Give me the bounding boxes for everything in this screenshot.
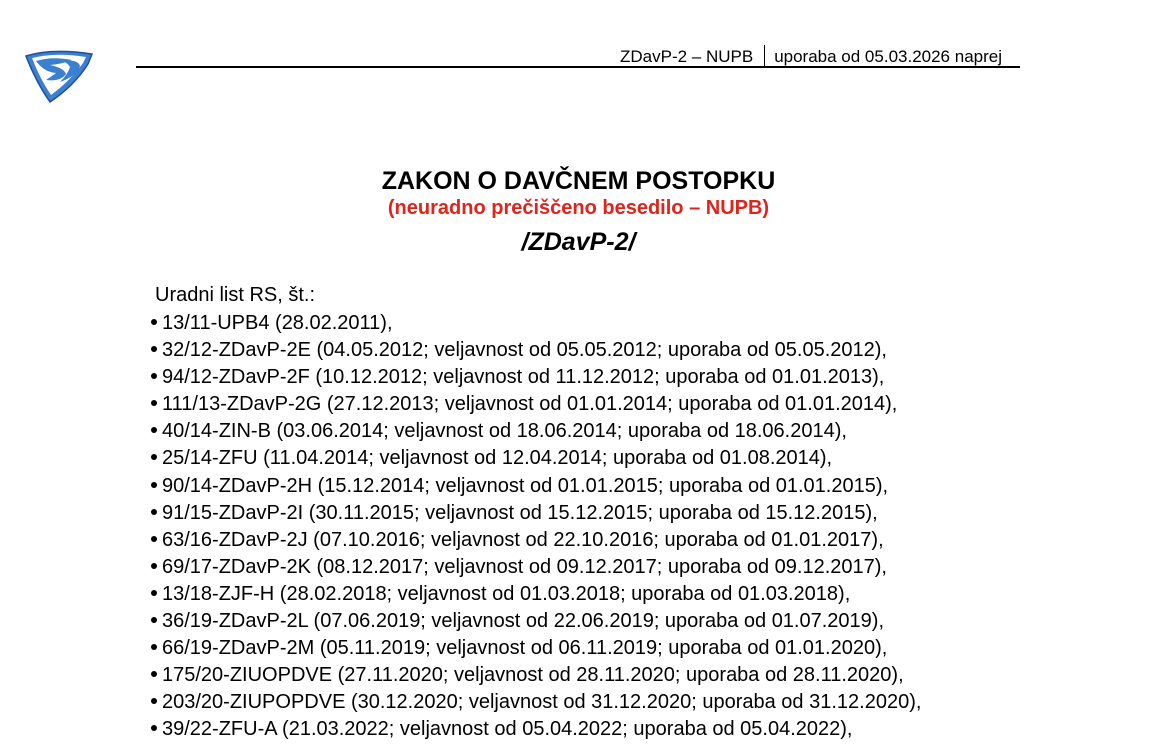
bullet-icon (151, 482, 157, 488)
gazette-reference (151, 445, 921, 472)
gazette-reference-text: 69/17-ZDavP-2K (08.12.2017; veljavnost od 09.12.2017; uporaba od 09.12.2017), (162, 555, 887, 578)
gazette-reference-text: 90/14-ZDavP-2H (15.12.2014; veljavnost od 01.01.2015; uporaba od 01.01.2015), (162, 474, 889, 497)
gazette-reference-text: 175/20-ZIUOPDVE (27.11.2020; veljavnost od 28.11.2020; uporaba od 28.11.2020), (162, 664, 904, 687)
gazette-reference (151, 418, 921, 445)
bullet-icon (151, 346, 157, 352)
bullet-icon (151, 644, 157, 650)
gazette-reference (151, 716, 921, 743)
gazette-reference (151, 554, 921, 581)
gazette-reference-text: 25/14-ZFU (11.04.2014; veljavnost od 12.04.2014; uporaba od 01.08.2014), (162, 447, 833, 470)
bullet-icon (151, 725, 157, 731)
gazette-reference-text: 111/13-ZDavP-2G (27.12.2013; veljavnost od 01.01.2014; uporaba od 01.01.2014), (162, 393, 898, 416)
gazette-reference (151, 391, 921, 418)
bullet-icon (151, 698, 157, 704)
gazette-reference (151, 364, 921, 391)
bullet-icon (151, 454, 157, 460)
gazette-reference (151, 581, 921, 608)
document-abbreviation: /ZDavP-2/ (521, 228, 636, 256)
gazette-reference (151, 635, 921, 662)
running-header (620, 45, 1002, 67)
header-rule (136, 66, 1020, 68)
bullet-icon (151, 617, 157, 623)
bullet-icon (151, 373, 157, 379)
bullet-icon (151, 509, 157, 515)
gazette-reference-text: 13/18-ZJF-H (28.02.2018; veljavnost od 01.03.2018; uporaba od 01.03.2018), (162, 582, 851, 605)
gazette-reference-text: 63/16-ZDavP-2J (07.10.2016; veljavnost od 22.10.2016; uporaba od 01.01.2017), (162, 528, 884, 551)
gazette-reference-text: 36/19-ZDavP-2L (07.06.2019; veljavnost od 22.06.2019; uporaba od 01.07.2019), (162, 610, 885, 633)
gazette-reference (151, 500, 921, 527)
header-separator (764, 45, 765, 66)
gazette-reference-text: 66/19-ZDavP-2M (05.11.2019; veljavnost od 06.11.2019; uporaba od 01.01.2020), (162, 637, 888, 660)
doc-code: ZDavP-2 – NUPB (619, 47, 754, 66)
gazette-reference (151, 310, 921, 337)
bullet-icon (151, 563, 157, 569)
gazette-reference-text: 94/12-ZDavP-2F (10.12.2012; veljavnost od 11.12.2012; uporaba od 01.01.2013), (162, 366, 885, 389)
gazette-reference-text: 13/11-UPB4 (28.02.2011), (162, 312, 393, 334)
gazette-reference (151, 662, 921, 689)
bullet-icon (151, 427, 157, 433)
bullet-icon (151, 671, 157, 677)
document-title: ZAKON O DAVČNEM POSTOPKU (381, 167, 776, 195)
bullet-icon (151, 319, 157, 325)
gazette-reference-text: 91/15-ZDavP-2I (30.11.2015; veljavnost od 15.12.2015; uporaba od 15.12.2015), (162, 501, 878, 524)
gazette-reference-text: 203/20-ZIUPOPDVE (30.12.2020; veljavnost od 31.12.2020; uporaba od 31.12.2020), (162, 691, 922, 714)
bullet-icon (151, 590, 157, 596)
gazette-reference-text: 39/22-ZFU-A (21.03.2022; veljavnost od 05.04.2022; uporaba od 05.04.2022), (162, 718, 853, 741)
document-subtitle: (neuradno prečiščeno besedilo – NUPB) (387, 197, 770, 219)
gazette-reference (151, 527, 921, 554)
bullet-icon (151, 400, 157, 406)
gazette-reference (151, 689, 921, 716)
sd-shield-logo-icon (22, 46, 96, 104)
gazette-reference-text: 32/12-ZDavP-2E (04.05.2012; veljavnost od 05.05.2012; uporaba od 05.05.2012), (162, 339, 887, 362)
gazette-reference (151, 473, 921, 500)
applicability-date: uporaba od 05.03.2026 naprej (774, 47, 1002, 66)
gazette-reference-list (151, 310, 921, 744)
gazette-label: Uradni list RS, št.: (155, 284, 316, 306)
gazette-reference (151, 337, 921, 364)
gazette-reference (151, 608, 921, 635)
bullet-icon (151, 536, 157, 542)
gazette-reference-text: 40/14-ZIN-B (03.06.2014; veljavnost od 18.06.2014; uporaba od 18.06.2014), (162, 420, 847, 443)
